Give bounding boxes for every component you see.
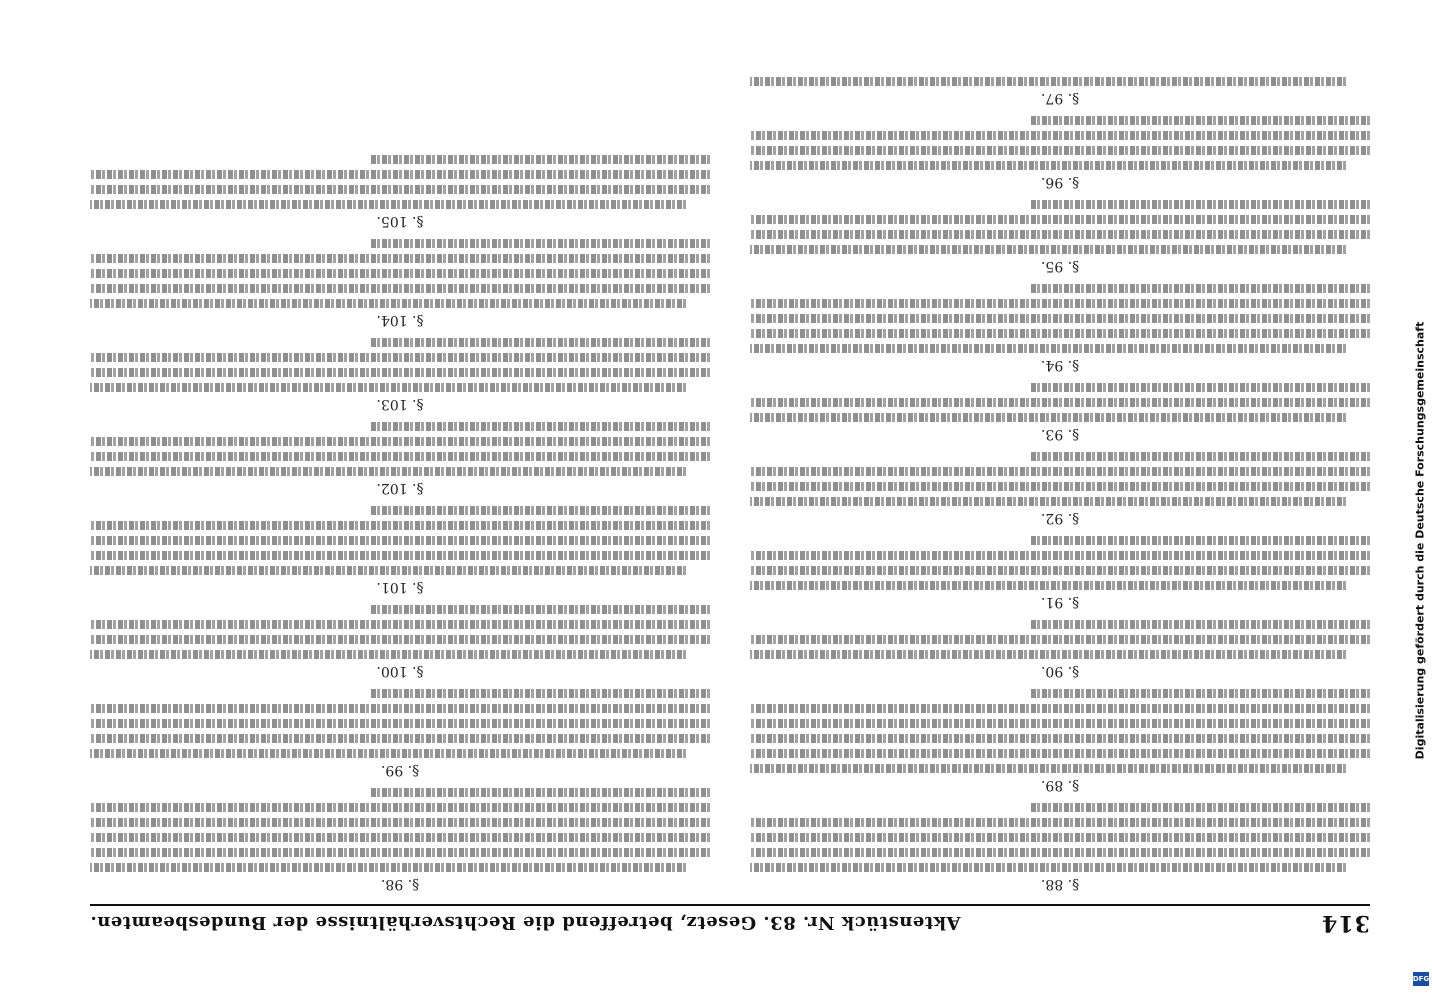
illegible-text-line	[369, 605, 710, 614]
illegible-text-line	[369, 506, 710, 515]
section-number: §. 88.	[1040, 876, 1080, 892]
digitization-credit	[1410, 100, 1430, 980]
section-number: §. 102.	[376, 480, 424, 496]
page-title: Aktenstück Nr. 83. Gesetz, betreffend die Rechtsverhältnisse der Bundesbeamten.	[90, 912, 961, 934]
illegible-text-line	[90, 284, 710, 293]
illegible-text-line	[750, 161, 1346, 170]
illegible-text-line	[750, 734, 1370, 743]
section-number: §. 91.	[1040, 594, 1080, 610]
illegible-text-line	[750, 131, 1370, 140]
section-number: §. 104.	[376, 312, 424, 328]
illegible-text-line	[90, 833, 710, 842]
right-column	[90, 74, 710, 894]
illegible-text-line	[750, 833, 1370, 842]
section-number: §. 103.	[376, 396, 424, 412]
illegible-text-line	[90, 437, 710, 446]
section-number: §. 93.	[1040, 426, 1080, 442]
section-number: §. 95.	[1040, 258, 1080, 274]
section-block	[90, 155, 710, 229]
rotated-sheet	[90, 70, 1370, 940]
illegible-text-line	[90, 803, 710, 812]
illegible-text-line	[750, 818, 1370, 827]
illegible-text-line	[90, 269, 710, 278]
illegible-text-line	[90, 368, 710, 377]
illegible-text-line	[369, 689, 710, 698]
illegible-text-line	[90, 749, 686, 758]
illegible-text-line	[90, 848, 710, 857]
illegible-text-line	[750, 551, 1370, 560]
illegible-text-line	[90, 185, 710, 194]
section-block	[90, 605, 710, 679]
illegible-text-line	[1029, 452, 1370, 461]
section-block	[750, 803, 1370, 892]
section-number: §. 96.	[1040, 174, 1080, 190]
section-block	[90, 239, 710, 328]
illegible-text-line	[369, 338, 710, 347]
section-number: §. 94.	[1040, 357, 1080, 373]
section-block	[750, 383, 1370, 442]
illegible-text-line	[90, 383, 686, 392]
illegible-text-line	[1029, 620, 1370, 629]
illegible-text-line	[1029, 200, 1370, 209]
section-block	[750, 74, 1370, 106]
illegible-text-line	[90, 863, 686, 872]
text-columns	[90, 74, 1370, 894]
illegible-text-line	[90, 521, 710, 530]
illegible-text-line	[369, 155, 710, 164]
illegible-text-line	[90, 620, 710, 629]
section-number: §. 101.	[376, 579, 424, 595]
section-number: §. 90.	[1040, 663, 1080, 679]
illegible-text-line	[750, 77, 1346, 86]
section-block	[750, 620, 1370, 679]
illegible-text-line	[90, 452, 710, 461]
illegible-text-line	[90, 704, 710, 713]
illegible-text-line	[750, 482, 1370, 491]
left-column	[750, 74, 1370, 894]
illegible-text-line	[1029, 536, 1370, 545]
illegible-text-line	[750, 863, 1346, 872]
illegible-text-line	[750, 848, 1370, 857]
illegible-text-line	[90, 719, 710, 728]
section-number: §. 99.	[380, 762, 420, 778]
illegible-text-line	[90, 551, 710, 560]
section-block	[750, 536, 1370, 610]
illegible-text-line	[90, 353, 710, 362]
illegible-text-line	[90, 299, 686, 308]
illegible-text-line	[750, 581, 1346, 590]
illegible-text-line	[90, 200, 686, 209]
illegible-text-line	[750, 413, 1346, 422]
illegible-text-line	[750, 566, 1370, 575]
section-number: §. 105.	[376, 213, 424, 229]
illegible-text-line	[750, 344, 1346, 353]
illegible-text-line	[750, 467, 1370, 476]
section-block	[90, 338, 710, 412]
illegible-text-line	[750, 314, 1370, 323]
page-header	[90, 904, 1370, 940]
section-number: §. 89.	[1040, 777, 1080, 793]
illegible-text-line	[369, 422, 710, 431]
illegible-text-line	[90, 467, 686, 476]
section-block	[750, 689, 1370, 793]
illegible-text-line	[750, 329, 1370, 338]
section-block	[750, 116, 1370, 190]
illegible-text-line	[750, 650, 1346, 659]
illegible-text-line	[750, 749, 1370, 758]
illegible-text-line	[1029, 689, 1370, 698]
illegible-text-line	[750, 146, 1370, 155]
illegible-text-line	[750, 719, 1370, 728]
section-block	[750, 200, 1370, 274]
illegible-text-line	[750, 245, 1346, 254]
section-block	[750, 284, 1370, 373]
section-block	[90, 422, 710, 496]
illegible-text-line	[750, 299, 1370, 308]
illegible-text-line	[369, 239, 710, 248]
illegible-text-line	[750, 215, 1370, 224]
illegible-text-line	[90, 170, 710, 179]
section-number: §. 100.	[376, 663, 424, 679]
illegible-text-line	[750, 230, 1370, 239]
page-number: 314	[1321, 910, 1370, 936]
illegible-text-line	[1029, 284, 1370, 293]
section-block	[90, 788, 710, 892]
dfg-logo: DFG	[1413, 972, 1429, 986]
illegible-text-line	[369, 788, 710, 797]
illegible-text-line	[750, 704, 1370, 713]
illegible-text-line	[750, 764, 1346, 773]
illegible-text-line	[750, 635, 1370, 644]
section-number: §. 97.	[1040, 90, 1080, 106]
illegible-text-line	[90, 734, 710, 743]
illegible-text-line	[90, 536, 710, 545]
illegible-text-line	[90, 650, 686, 659]
illegible-text-line	[750, 398, 1370, 407]
illegible-text-line	[90, 818, 710, 827]
illegible-text-line	[1029, 803, 1370, 812]
illegible-text-line	[90, 566, 686, 575]
illegible-text-line	[750, 497, 1346, 506]
illegible-text-line	[1029, 116, 1370, 125]
illegible-text-line	[90, 254, 710, 263]
section-block	[750, 452, 1370, 526]
section-number: §. 98.	[380, 876, 420, 892]
digitization-credit-text: Digitalisierung gefördert durch die Deutsche Forschungsgemeinschaft	[1413, 321, 1427, 759]
section-block	[90, 506, 710, 595]
illegible-text-line	[1029, 383, 1370, 392]
section-number: §. 92.	[1040, 510, 1080, 526]
illegible-text-line	[90, 635, 710, 644]
section-block	[90, 689, 710, 778]
